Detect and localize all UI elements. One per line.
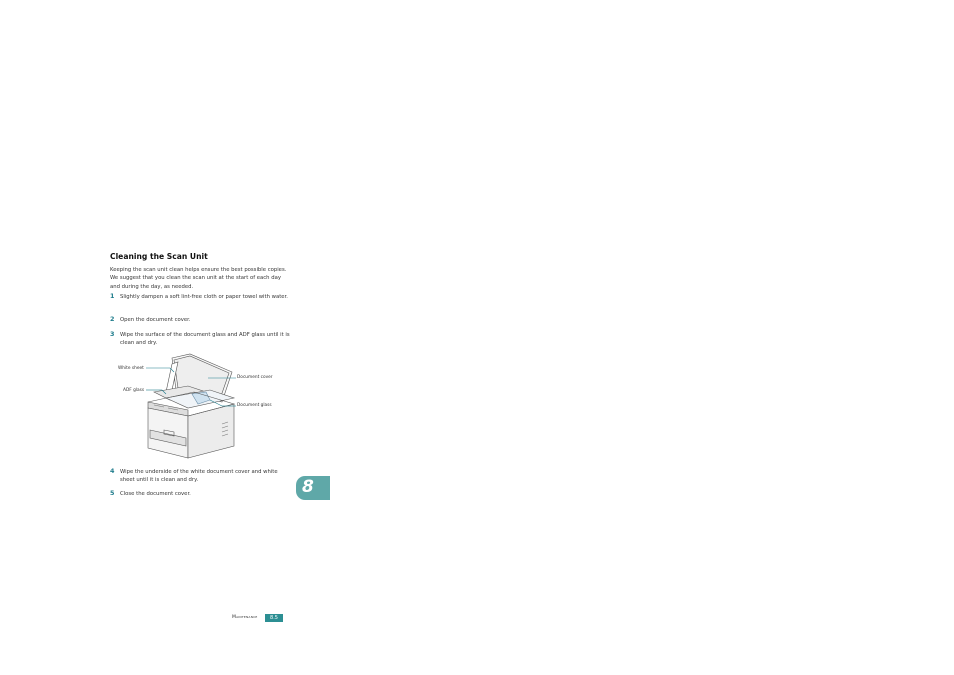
step-number: 2 xyxy=(110,315,115,323)
step-text: Wipe the underside of the white document cover and white sheet until it is clean and dry. xyxy=(120,469,278,483)
footer-chapter-label: Maintenance xyxy=(232,615,258,620)
callout-white-sheet: White sheet xyxy=(118,366,144,371)
step-text: Open the document cover. xyxy=(120,317,191,323)
step-text: Slightly dampen a soft lint-free cloth or paper towel with water. xyxy=(120,294,288,300)
callout-document-glass: Document glass xyxy=(237,403,272,408)
step-number: 1 xyxy=(110,292,115,300)
step-number: 5 xyxy=(110,489,115,497)
footer-page-number: 8.5 xyxy=(265,614,283,622)
section-heading: Cleaning the Scan Unit xyxy=(110,252,208,261)
step-number: 3 xyxy=(110,330,115,338)
step-text: Close the document cover. xyxy=(120,491,191,497)
scanner-illustration xyxy=(110,350,290,465)
chapter-tab xyxy=(296,476,330,500)
callout-adf-glass: ADF glass xyxy=(123,388,145,393)
step-text: Wipe the surface of the document glass and ADF glass until it is clean and dry. xyxy=(120,332,290,346)
intro-paragraph: Keeping the scan unit clean helps ensure the best possible copies. We suggest that you clean the scan unit at the start of each day and during the day, as needed. xyxy=(110,267,287,290)
chapter-number: 8 xyxy=(302,477,314,497)
step-number: 4 xyxy=(110,467,115,475)
callout-document-cover: Document cover xyxy=(237,375,273,380)
